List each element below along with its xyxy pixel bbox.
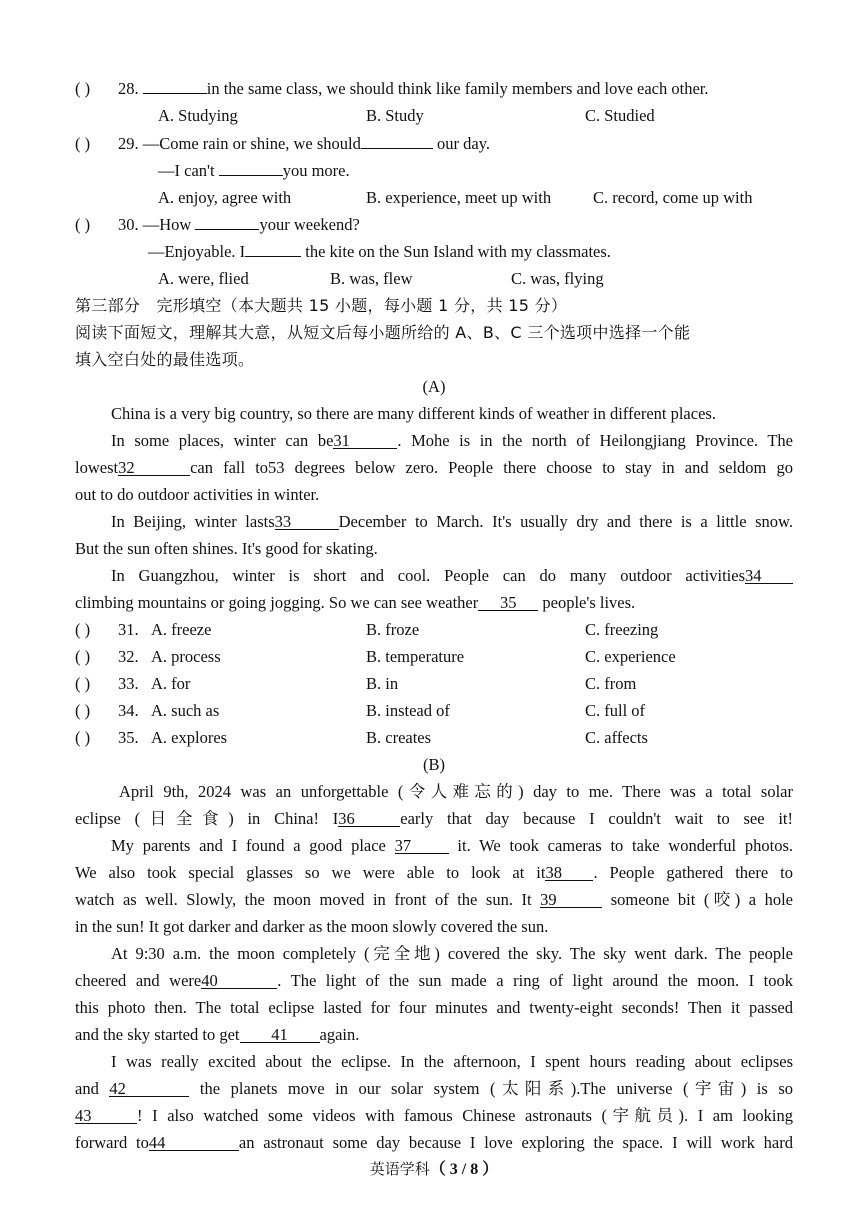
option-b: B. froze — [366, 620, 420, 639]
answer-bracket: ( ) — [75, 674, 91, 693]
question-number: 30. — [118, 215, 143, 234]
text: again. — [319, 1025, 360, 1044]
option-b: B. was, flew — [330, 269, 413, 288]
blank-34: 34 — [745, 565, 793, 584]
text: and — [75, 1079, 110, 1098]
answer-bracket: ( ) — [75, 647, 91, 666]
passage-b-line — [75, 1102, 793, 1129]
option-c: C. full of — [585, 701, 646, 720]
passage-b-line: At 9:30 a.m. the moon completely (完全地) covered the sky. The sky went dark. The people — [111, 944, 793, 963]
answer-bracket: ( ) — [75, 620, 91, 639]
question-number: 28. — [118, 79, 143, 98]
passage-b-line — [75, 1129, 793, 1156]
blank — [245, 238, 301, 257]
section-instructions-2: 填入空白处的最佳选项。 — [75, 350, 255, 369]
blank-35: 35 — [478, 592, 538, 611]
option-c: C. experience — [585, 647, 676, 666]
option-b: B. experience, meet up with — [366, 188, 552, 207]
text: someone bit (咬) a hole — [602, 890, 794, 909]
text: In some places, winter can be — [111, 431, 334, 450]
text: In Beijing, winter lasts — [111, 512, 275, 531]
page-footer — [0, 1156, 868, 1182]
option-a: A. for — [151, 674, 191, 693]
passage-b-line: I was really excited about the eclipse. In the afternoon, I spent hours reading about eclipses — [111, 1052, 793, 1071]
option-a: A. process — [151, 647, 221, 666]
blank-37: 37 — [395, 835, 449, 854]
blank-40: 40 — [201, 970, 277, 989]
blank-41: 41 — [240, 1024, 320, 1043]
text: We also took special glasses so we were able to look at it — [75, 863, 546, 882]
text: My parents and I found a good place — [111, 836, 395, 855]
blank — [361, 130, 433, 149]
answer-bracket: ( ) — [75, 215, 91, 234]
option-b: B. in — [366, 674, 399, 693]
option-b: B. instead of — [366, 701, 450, 720]
question-30 — [75, 211, 793, 238]
passage-a-line — [75, 427, 793, 454]
passage-a-line — [75, 589, 793, 616]
question-text: your weekend? — [259, 215, 360, 234]
blank-31: 31 — [333, 430, 397, 449]
answer-bracket: ( ) — [75, 701, 91, 720]
text: can fall to53 degrees below zero. People there choose to stay in and seldom go — [190, 458, 793, 477]
question-number: 32. — [118, 647, 139, 666]
text: December to March. It's usually dry and there is a little snow. — [338, 512, 793, 531]
options-30 — [75, 265, 793, 292]
question-number: 33. — [118, 674, 139, 693]
options-35 — [75, 724, 793, 751]
text: early that day because I couldn't wait to see it! — [400, 809, 793, 828]
question-29 — [75, 130, 793, 157]
question-29-line2 — [75, 157, 793, 184]
blank-42: 42 — [109, 1078, 189, 1097]
passage-a-line: But the sun often shines. It's good for skating. — [75, 539, 378, 558]
blank-43: 43 — [75, 1105, 137, 1124]
text: cheered and were — [75, 971, 202, 990]
question-28 — [75, 75, 793, 102]
page-number: （ 3 / 8 ） — [429, 1161, 499, 1178]
passage-b-line — [75, 1075, 793, 1102]
question-text: our day. — [432, 134, 491, 153]
text: climbing mountains or going jogging. So we can see weather — [75, 593, 479, 612]
blank-44: 44 — [149, 1132, 239, 1151]
text: watch as well. Slowly, the moon moved in front of the sun. It — [75, 890, 541, 909]
answer-bracket: ( ) — [75, 728, 91, 747]
blank-32: 32 — [118, 457, 190, 476]
question-text: in the same class, we should think like family members and love each other. — [206, 79, 709, 98]
passage-b-line — [75, 1021, 793, 1048]
passage-a-line — [75, 454, 793, 481]
subject-label: 英语学科 — [369, 1160, 430, 1178]
passage-b-line — [75, 886, 793, 913]
question-text: the kite on the Sun Island with my classmates. — [301, 242, 611, 261]
blank-39: 39 — [540, 889, 602, 908]
passage-a-line: China is a very big country, so there are many different kinds of weather in different places. — [111, 404, 716, 423]
passage-b-line: this photo then. The total eclipse lasted for four minutes and twenty-eight seconds! Then it passed — [75, 998, 793, 1017]
option-b: B. Study — [366, 106, 424, 125]
blank — [143, 75, 207, 94]
question-number: 31. — [118, 620, 139, 639]
question-number: 34. — [118, 701, 139, 720]
option-c: C. freezing — [585, 620, 659, 639]
text: an astronaut some day because I love exploring the space. I will work hard — [238, 1133, 793, 1152]
passage-b-label: (B) — [423, 755, 445, 774]
option-a: A. freeze — [151, 620, 212, 639]
passage-a-line: out to do outdoor activities in winter. — [75, 485, 320, 504]
text: ! I also watched some videos with famous Chinese astronauts (宇航员). I am looking — [137, 1106, 793, 1125]
passage-b-line — [75, 967, 793, 994]
blank-38: 38 — [545, 862, 593, 881]
text: forward to — [75, 1133, 149, 1152]
option-c: C. record, come up with — [593, 188, 753, 207]
question-30-line2 — [75, 238, 793, 265]
option-a: A. were, flied — [158, 269, 249, 288]
section-heading: 第三部分 完形填空（本大题共 15 小题，每小题 1 分，共 15 分） — [75, 296, 568, 315]
option-b: B. creates — [366, 728, 432, 747]
options-32 — [75, 643, 793, 670]
options-34 — [75, 697, 793, 724]
options-29 — [75, 184, 793, 211]
question-text: —How — [142, 215, 196, 234]
text: the planets move in our solar system (太阳系).The universe (宇宙) is so — [189, 1079, 793, 1098]
text: lowest — [75, 458, 119, 477]
text: eclipse (日全食) in China! I — [75, 809, 339, 828]
text: it. We took cameras to take wonderful photos. — [448, 836, 793, 855]
option-a: A. enjoy, agree with — [158, 188, 292, 207]
question-text: you more. — [282, 161, 350, 180]
question-text: —Come rain or shine, we should — [142, 134, 361, 153]
passage-a-label: (A) — [422, 377, 446, 396]
option-b: B. temperature — [366, 647, 465, 666]
options-31 — [75, 616, 793, 643]
text: . Mohe is in the north of Heilongjiang Province. The — [397, 431, 793, 450]
passage-a-line — [75, 508, 793, 535]
option-c: C. from — [585, 674, 637, 693]
option-c: C. affects — [585, 728, 648, 747]
text: and the sky started to get — [75, 1025, 240, 1044]
option-a: A. Studying — [158, 106, 238, 125]
answer-bracket: ( ) — [75, 79, 91, 98]
text: . The light of the sun made a ring of light around the moon. I took — [277, 971, 794, 990]
question-number: 29. — [118, 134, 143, 153]
blank-36: 36 — [338, 808, 400, 827]
section-instructions: 阅读下面短文，理解其大意，从短文后每小题所给的 A、B、C 三个选项中选择一个能 — [75, 323, 691, 342]
option-a: A. such as — [151, 701, 220, 720]
passage-b-line — [75, 805, 793, 832]
option-a: A. explores — [151, 728, 228, 747]
text: In Guangzhou, winter is short and cool. People can do many outdoor activities — [111, 566, 745, 585]
text: . People gathered there to — [593, 863, 793, 882]
question-text: —I can't — [158, 161, 219, 180]
options-33 — [75, 670, 793, 697]
question-number: 35. — [118, 728, 139, 747]
passage-a-line — [75, 562, 793, 589]
blank — [195, 211, 259, 230]
passage-b-line — [75, 832, 793, 859]
option-c: C. was, flying — [511, 269, 604, 288]
option-c: C. Studied — [585, 106, 655, 125]
passage-b-line — [75, 859, 793, 886]
blank-33: 33 — [275, 511, 339, 530]
text: people's lives. — [538, 593, 636, 612]
passage-b-line: April 9th, 2024 was an unforgettable (令人难忘的) day to me. There was a total solar — [119, 782, 793, 801]
passage-b-line: in the sun! It got darker and darker as the moon slowly covered the sun. — [75, 917, 549, 936]
options-28 — [75, 102, 793, 129]
answer-bracket: ( ) — [75, 134, 91, 153]
blank — [219, 157, 283, 176]
question-text: —Enjoyable. I — [148, 242, 246, 261]
